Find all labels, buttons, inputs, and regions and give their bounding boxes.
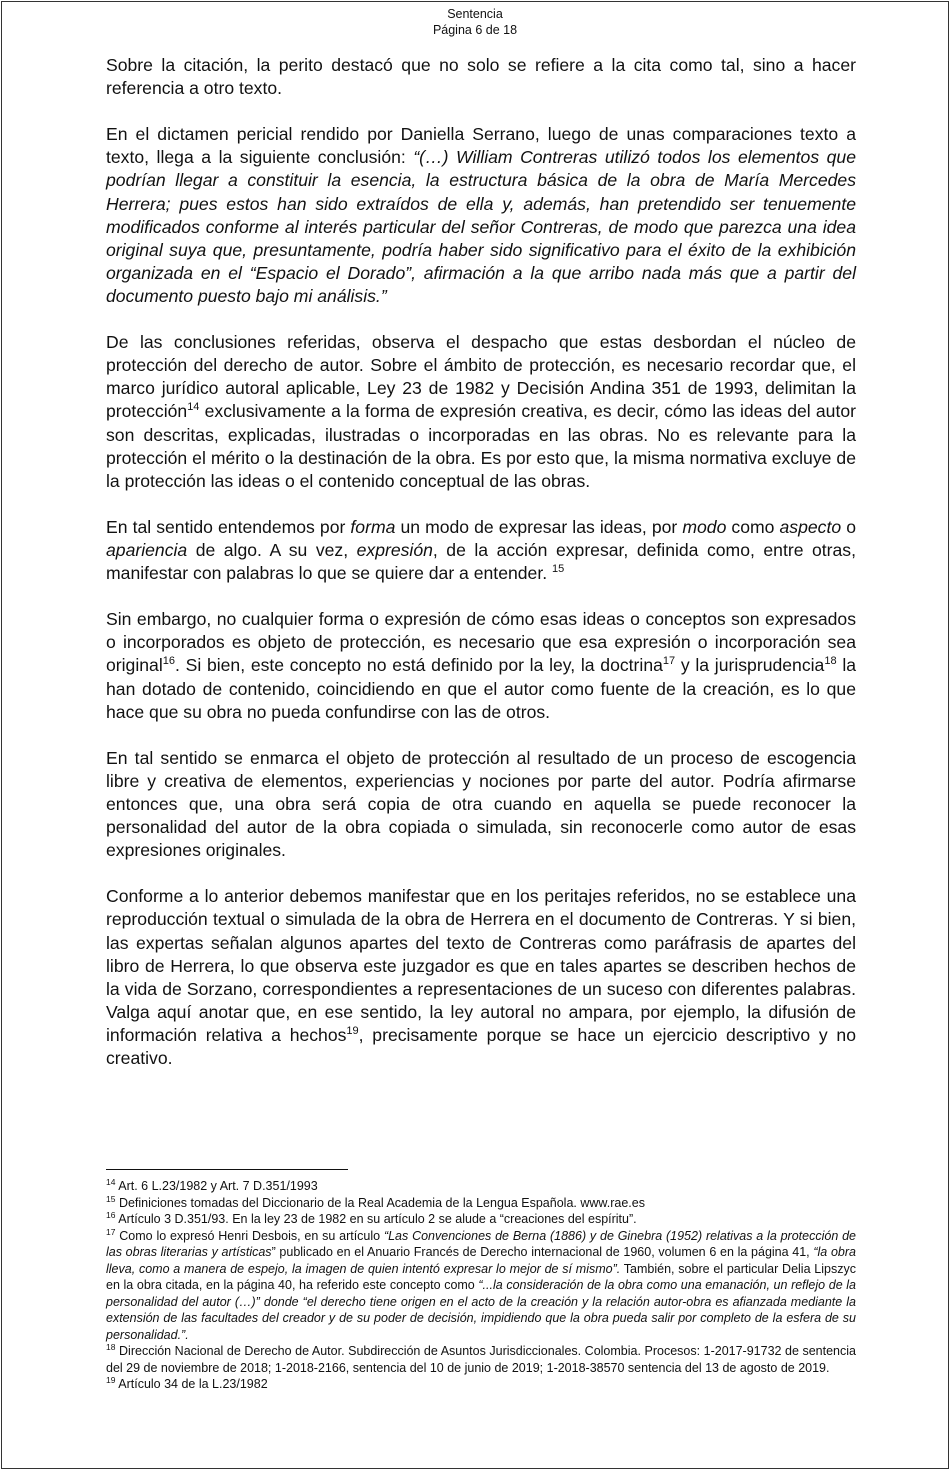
footnote-number: 17 — [106, 1226, 116, 1237]
paragraph-4-text-b: un modo de expresar las ideas, por — [395, 516, 683, 537]
paragraph-6: En tal sentido se enmarca el objeto de protección al resultado de un proceso de escogencia libre y creativa de elementos, experiencias y nociones por parte del autor. Podría afirmarse entonces que, una obra será copia de otra cuando en aquella se puede reconocer la personalidad del autor de la obra copiada o simulada, sin reconocerle como autor de esas expresiones originales. — [106, 747, 856, 861]
term-aspecto: aspecto — [779, 516, 842, 537]
document-body — [106, 54, 856, 1070]
footnote-15 — [106, 1195, 856, 1212]
footnote-ref-19[interactable]: 19 — [346, 1024, 359, 1037]
paragraph-5 — [106, 608, 856, 723]
footnote-14 — [106, 1178, 856, 1195]
paragraph-4-text-e: de algo. A su vez, — [187, 539, 357, 560]
paragraph-4-text-a: En tal sentido entendemos por — [106, 516, 351, 537]
footnote-number: 16 — [106, 1210, 116, 1220]
paragraph-7 — [106, 885, 856, 1070]
footnote-number: 14 — [106, 1177, 116, 1187]
paragraph-1: Sobre la citación, la perito destacó que no solo se refiere a la cita como tal, sino a hacer referencia a otro texto. — [106, 55, 856, 99]
footnote-text: Artículo 3 D.351/93. En la ley 23 de 1982 en su artículo 2 se alude a “creaciones del espíritu”. — [115, 1212, 637, 1226]
paragraph-3-text-a: De las conclusiones referidas, observa el despacho que estas desbordan el núcleo de protección del derecho de autor. Sobre el ámbito de protección, es necesario recordar que, el marco jurídico autoral aplicable, Ley 23 de 1982 y Decisión Andina 351 de 1993, delimitan la protección — [106, 332, 856, 422]
footnote-text: Artículo 34 de la L.23/1982 — [115, 1377, 268, 1391]
footnote-ref-14[interactable]: 14 — [187, 401, 200, 414]
paragraph-4 — [106, 516, 856, 585]
paragraph-7-text-a: Conforme a lo anterior debemos manifestar que en los peritajes referidos, no se establece una reproducción textual o simulada de la obra de Herrera en el documento de Contreras. Y si bien, las expertas señalan algunos apartes del texto de Contreras como paráfrasis de apartes del libro de Herrera, lo que observa este juzgador es que en tales apartes se describen hechos de la vida de Sorzano, correspondientes a representaciones de un suceso con diferentes palabras. Valga aquí anotar que, en ese sentido, la ley autoral no ampara, por ejemplo, la difusión de información relativa a hechos — [106, 886, 856, 1045]
footnote-number: 19 — [106, 1375, 116, 1385]
term-forma: forma — [350, 516, 396, 537]
footnote-text: Como lo expresó Henri Desbois, en su artículo — [115, 1228, 384, 1243]
document-page — [1, 1, 949, 1469]
paragraph-2-lead: En el dictamen pericial rendido por Daniella Serrano, luego de unas comparaciones texto a texto, llega a la siguiente conclusión: — [106, 124, 856, 168]
term-modo: modo — [682, 516, 727, 537]
page-number: Página 6 de 18 — [432, 23, 518, 37]
paragraph-7-text-b: , precisamente porque se hace un ejercicio descriptivo y no creativo. — [106, 1024, 856, 1069]
footnote-ref-18[interactable]: 18 — [824, 655, 837, 668]
footnote-number: 15 — [106, 1193, 116, 1204]
paragraph-3-text-b: exclusivamente a la forma de expresión creativa, es decir, cómo las ideas del autor son descritas, explicadas, ilustradas o incorporadas en las obras. No es relevante para la protección el mérito o la destinación de la obra. Es por esto que, la misma normativa excluye de la protección las ideas o el contenido conceptual de las obras. — [106, 401, 856, 491]
footnote-number: 18 — [106, 1342, 116, 1352]
paragraph-4-text-c: como — [726, 516, 780, 537]
footnote-text: Dirección Nacional de Derecho de Autor. Subdirección de Asuntos Jurisdiccionales. Colombia. Procesos: 1-2017-91732 de sentencia del 29 de noviembre de 2018; 1-2018-2166, sentencia del 10 de junio de 2019; 1-2018-38570 sentencia del 13 de agosto de 2019. — [106, 1344, 856, 1375]
term-expresion: expresión — [356, 539, 433, 560]
paragraph-5-text-b: . Si bien, este concepto no está definido por la ley, la doctrina — [174, 655, 663, 676]
footnote-text: También, sobre el particular Delia Lipszyc en la obra citada, en la página 40, ha referido este concepto como — [106, 1261, 856, 1292]
paragraph-4-text-d: o — [841, 516, 856, 537]
term-apariencia: apariencia — [106, 539, 188, 560]
footnote-italic-quote: “la obra lleva, como a manera de espejo, la imagen de quien intentó expresar lo mejor de sí mismo”. — [106, 1245, 856, 1276]
paragraph-4-text-f: , de la acción expresar, definida como, entre otras, manifestar con palabras lo que se quiere dar a entender. — [106, 539, 856, 584]
paragraph-2 — [106, 123, 856, 308]
footnotes — [106, 1178, 856, 1393]
footnote-italic-quote: “...la consideración de la obra como una emanación, un reflejo de la personalidad del autor (…)” donde “el derecho tiene origen en el acto de la creación y la relación autor-obra es afianzada mediante la extensión de las facultades del creador y de su poder de decisión, impidiendo que la obra pueda salir por completo de la esfera de su personalidad.”. — [106, 1278, 857, 1342]
paragraph-5-text-a: Sin embargo, no cualquier forma o expresión de cómo esas ideas o conceptos son expresados o incorporados es objeto de protección, es necesario que esa expresión o incorporación sea original — [106, 609, 856, 676]
paragraph-5-text-c: y la jurisprudencia — [675, 655, 825, 676]
footnote-separator — [106, 1169, 348, 1170]
footnote-18 — [106, 1343, 856, 1376]
page-header — [2, 6, 948, 38]
footnote-text: Definiciones tomadas del Diccionario de la Real Academia de la Lengua Española. www.rae.es — [115, 1195, 645, 1210]
footnote-text: ” publicado en el Anuario Francés de Derecho internacional de 1960, volumen 6 en la página 41, — [271, 1245, 814, 1259]
footnote-17 — [106, 1228, 856, 1344]
expert-quote: “(…) William Contreras utilizó todos los elementos que podrían llegar a constituir la esencia, la estructura básica de la obra de María Mercedes Herrera; pues estos han sido extraídos de ella y, además, han pretendido ser tenuemente modificados conforme al interés particular del señor Contreras, de modo que parezca una idea original suya que, presuntamente, podría haber sido significativo para el éxito de la exhibición organizada en el “Espacio el Dorado”, afirmación a la que arribo nada más que a partir del documento puesto bajo mi análisis.” — [106, 147, 856, 306]
footnote-italic-title: “Las Convenciones de Berna (1886) y de Ginebra (1952) relativas a la protección de las obras literarias y artísticas — [106, 1228, 856, 1259]
header-title: Sentencia — [447, 7, 503, 21]
footnote-ref-15[interactable]: 15 — [552, 563, 565, 576]
paragraph-3 — [106, 331, 856, 493]
paragraph-5-text-d: la han dotado de contenido, coincidiendo en que el autor como fuente de la creación, es lo que hace que su obra no pueda confundirse con las de otros. — [106, 655, 857, 722]
footnote-text: Art. 6 L.23/1982 y Art. 7 D.351/1993 — [115, 1179, 318, 1193]
footnote-ref-17[interactable]: 17 — [662, 655, 676, 668]
footnote-ref-16[interactable]: 16 — [162, 655, 175, 668]
footnote-19 — [106, 1376, 856, 1393]
footnote-16 — [106, 1211, 856, 1228]
